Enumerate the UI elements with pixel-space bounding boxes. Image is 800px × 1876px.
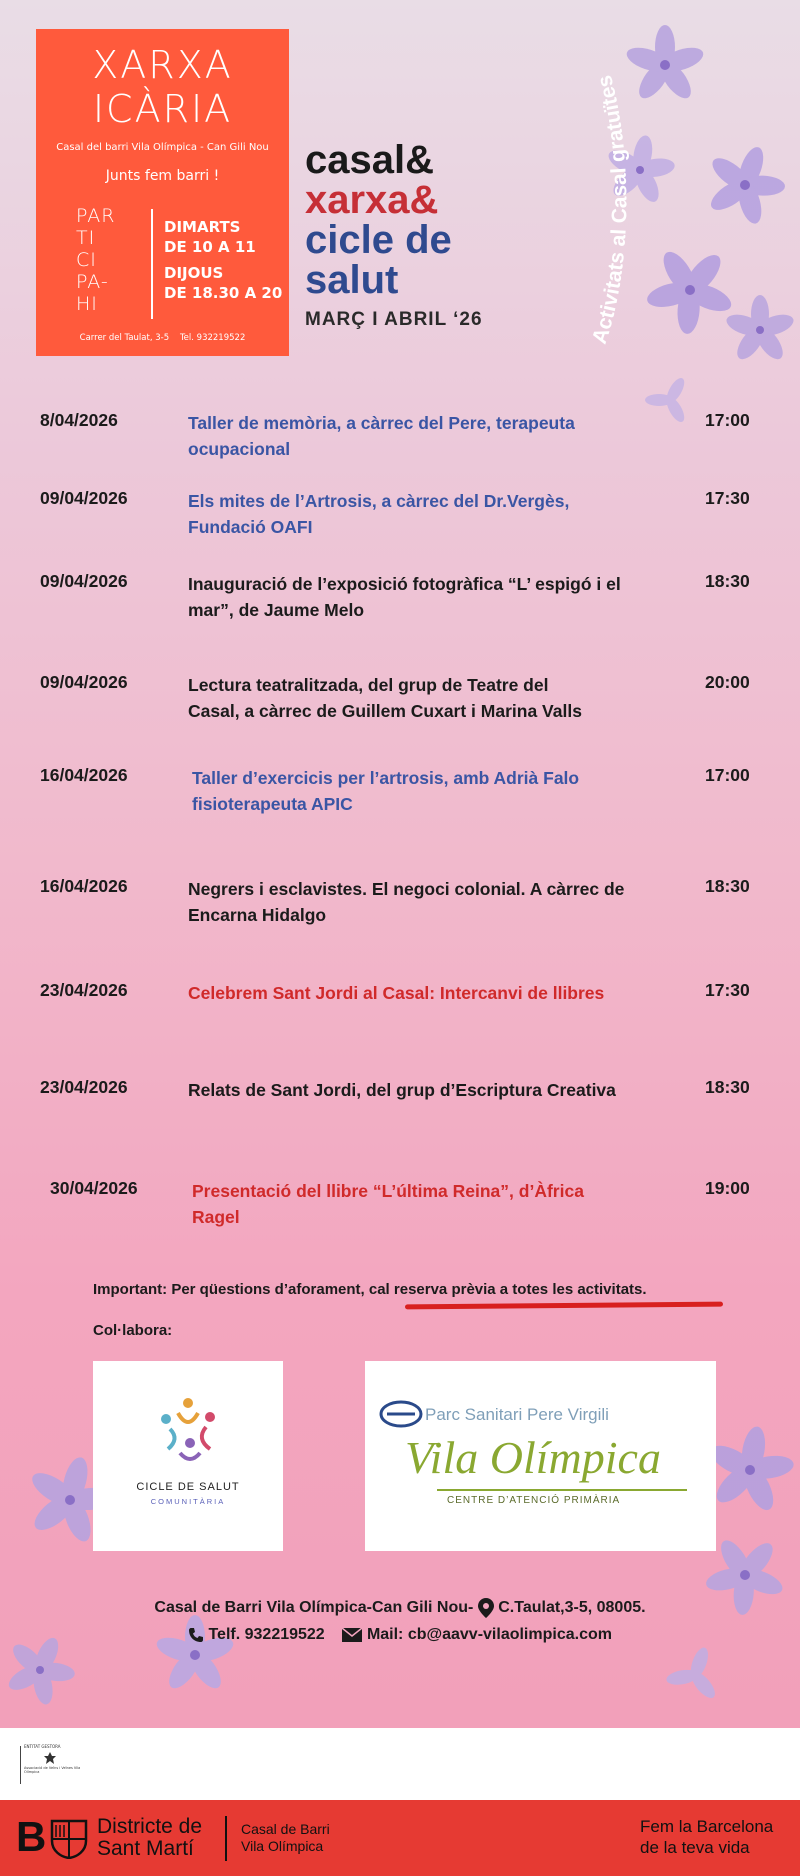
partner2-name: Vila Olímpica — [405, 1432, 661, 1483]
event-date: 09/04/2026 — [40, 672, 128, 692]
event-title-line2: ocupacional — [188, 439, 291, 459]
schedule-time: DE 10 A 11 — [164, 238, 256, 256]
event-time: 17:30 — [705, 488, 750, 508]
partner2-top: Parc Sanitari Pere Virgili — [425, 1405, 609, 1424]
footer-bar — [0, 1800, 800, 1876]
event-title — [192, 765, 672, 817]
logo-footer — [36, 333, 289, 343]
xarxa-icaria-logo — [36, 29, 289, 356]
footer-slogan — [640, 1816, 773, 1858]
logo-divider — [151, 209, 153, 319]
event-title-line2: mar”, de Jaume Melo — [188, 600, 365, 620]
event-title-line2: Casal, a càrrec de Guillem Cuxart i Marina Valls — [188, 701, 582, 721]
flower-decoration-icon — [700, 140, 790, 230]
event-title-line1: Taller d’exercicis per l’artrosis, amb Adrià Falo — [192, 768, 580, 788]
barcelona-b-logo-icon: B — [16, 1813, 47, 1860]
schedule-time: DE 18.30 A 20 — [164, 284, 283, 302]
event-date: 16/04/2026 — [40, 876, 128, 896]
phone-icon — [188, 1627, 204, 1643]
logo-phone: Tel. 932219522 — [179, 333, 246, 343]
event-title — [188, 410, 668, 462]
stamp-line — [20, 1746, 21, 1784]
mail-icon — [342, 1628, 362, 1642]
curved-caption — [540, 0, 660, 360]
headline-salut: salut — [305, 258, 399, 302]
event-date: 8/04/2026 — [40, 410, 118, 430]
stamp-emblem-icon — [44, 1752, 56, 1764]
event-title-line2: Ragel — [192, 1207, 240, 1227]
footer-district-line2: Sant Martí — [97, 1837, 194, 1860]
schedule-day: DIJOUS — [164, 264, 224, 282]
partner-vila-olimpica — [365, 1361, 716, 1551]
contact-line2 — [0, 1626, 800, 1644]
contact-address: C.Taulat,3-5, 08005. — [498, 1599, 646, 1617]
participa-syllable: PAR — [76, 205, 116, 227]
event-time: 18:30 — [705, 876, 750, 896]
participa-syllable: CI — [76, 249, 97, 271]
headline-casal: casal& — [305, 138, 434, 182]
flower-decoration-icon — [150, 1610, 240, 1700]
contact-casal: Casal de Barri Vila Olímpica-Can Gili Nou- — [154, 1599, 474, 1617]
event-title-line2: Fundació OAFI — [188, 517, 313, 537]
event-title-line1: Lectura teatralitzada, del grup de Teatre del — [188, 675, 549, 695]
event-title — [188, 980, 668, 1006]
contact-mail: Mail: cb@aavv-vilaolimpica.com — [366, 1626, 612, 1643]
footer-district — [97, 1816, 202, 1860]
event-title-line1: Els mites de l’Artrosis, a càrrec del Dr.Vergès, — [188, 491, 570, 511]
event-date: 09/04/2026 — [40, 571, 128, 591]
schedule-day: DIMARTS — [164, 218, 241, 236]
footer-casal-line1: Casal de Barri — [241, 1821, 330, 1837]
event-title-line1: Negrers i esclavistes. El negoci colonial. A càrrec de — [188, 879, 625, 899]
event-title-line1: Inauguració de l’exposició fotogràfica “L’ espigó i el — [188, 574, 621, 594]
event-title-line1: Relats de Sant Jordi, del grup d’Escriptura Creativa — [188, 1080, 616, 1100]
event-title-line1: Celebrem Sant Jordi al Casal: Intercanvi de llibres — [188, 983, 605, 1003]
event-time: 17:00 — [705, 410, 750, 430]
event-time: 18:30 — [705, 571, 750, 591]
flower-decoration-icon — [660, 1640, 730, 1710]
footer-separator — [225, 1816, 227, 1861]
footer-slogan-line1: Fem la Barcelona — [640, 1817, 774, 1836]
event-title-line2: Encarna Hidalgo — [188, 905, 327, 925]
partner2-caption: CENTRE D’ATENCIÓ PRIMÀRIA — [447, 1495, 621, 1506]
event-title — [188, 488, 668, 540]
event-time: 18:30 — [705, 1077, 750, 1097]
participa-syllable: HI — [76, 293, 98, 315]
entitat-gestora-stamp — [14, 1740, 84, 1788]
colabora-label: Col·labora: — [93, 1322, 173, 1339]
important-underline — [405, 1302, 723, 1310]
participa-syllable: TI — [76, 227, 96, 249]
stamp-label: ENTITAT GESTORA — [24, 1744, 61, 1749]
logo-title-line1: XARXA — [92, 43, 233, 87]
footer-slogan-line2: de la teva vida — [640, 1838, 750, 1857]
logo-subtitle: Casal del barri Vila Olímpica - Can Gili Nou — [56, 142, 269, 153]
contact-phone: Telf. 932219522 — [208, 1626, 325, 1643]
event-time: 17:00 — [705, 765, 750, 785]
event-date: 09/04/2026 — [40, 488, 128, 508]
event-title — [188, 672, 668, 724]
partner2-line — [437, 1489, 687, 1491]
headline-period: MARÇ I ABRIL ‘26 — [305, 309, 483, 330]
footer-district-line1: Districte de — [97, 1815, 203, 1838]
event-title-line1: Presentació del llibre “L’última Reina”, d’Àfrica — [192, 1181, 584, 1201]
event-title — [192, 1178, 672, 1230]
partner1-subtitle: COMUNITÀRIA — [150, 1497, 226, 1506]
partner1-title: CICLE DE SALUT — [136, 1481, 240, 1493]
event-date: 30/04/2026 — [50, 1178, 138, 1198]
people-circle-icon — [148, 1391, 228, 1471]
event-date: 16/04/2026 — [40, 765, 128, 785]
footer-casal-line2: Vila Olímpica — [241, 1838, 324, 1854]
event-title — [188, 571, 668, 623]
logo-slogan: Junts fem barri ! — [105, 168, 220, 184]
stamp-org: Associació de Veïns i Veïnes Vila Olímpica — [24, 1766, 81, 1774]
logo-schedule — [164, 217, 282, 303]
headline — [305, 140, 483, 332]
important-note: Important: Per qüestions d’aforament, cal reserva prèvia a totes les activitats. — [93, 1281, 647, 1298]
event-date: 23/04/2026 — [40, 1077, 128, 1097]
event-time: 20:00 — [705, 672, 750, 692]
curved-text-path: Activitats al Casal gratuïtes — [587, 72, 632, 347]
event-title-line2: fisioterapeuta APIC — [192, 794, 353, 814]
contact-line1 — [0, 1598, 800, 1618]
flower-decoration-icon — [720, 290, 800, 370]
event-time: 19:00 — [705, 1178, 750, 1198]
event-title — [188, 1077, 668, 1103]
headline-xarxa: xarxa& — [305, 178, 439, 222]
headline-cicle: cicle de — [305, 218, 452, 262]
event-time: 17:30 — [705, 980, 750, 1000]
svg-text:Activitats al Casal gratuïtes — [588, 73, 631, 347]
participa-syllable: PA- — [76, 271, 109, 293]
footer-casal — [241, 1821, 330, 1855]
location-pin-icon — [478, 1598, 494, 1618]
event-date: 23/04/2026 — [40, 980, 128, 1000]
event-title — [188, 876, 668, 928]
logo-participa — [76, 205, 115, 315]
logo-address: Carrer del Taulat, 3-5 — [79, 333, 170, 343]
logo-title-line2: ICÀRIA — [92, 87, 233, 131]
parc-sanitari-logo-icon — [379, 1399, 423, 1429]
barcelona-crest-icon — [50, 1819, 88, 1859]
partner-cicle-de-salut — [93, 1361, 283, 1551]
event-title-line1: Taller de memòria, a càrrec del Pere, terapeuta — [188, 413, 575, 433]
